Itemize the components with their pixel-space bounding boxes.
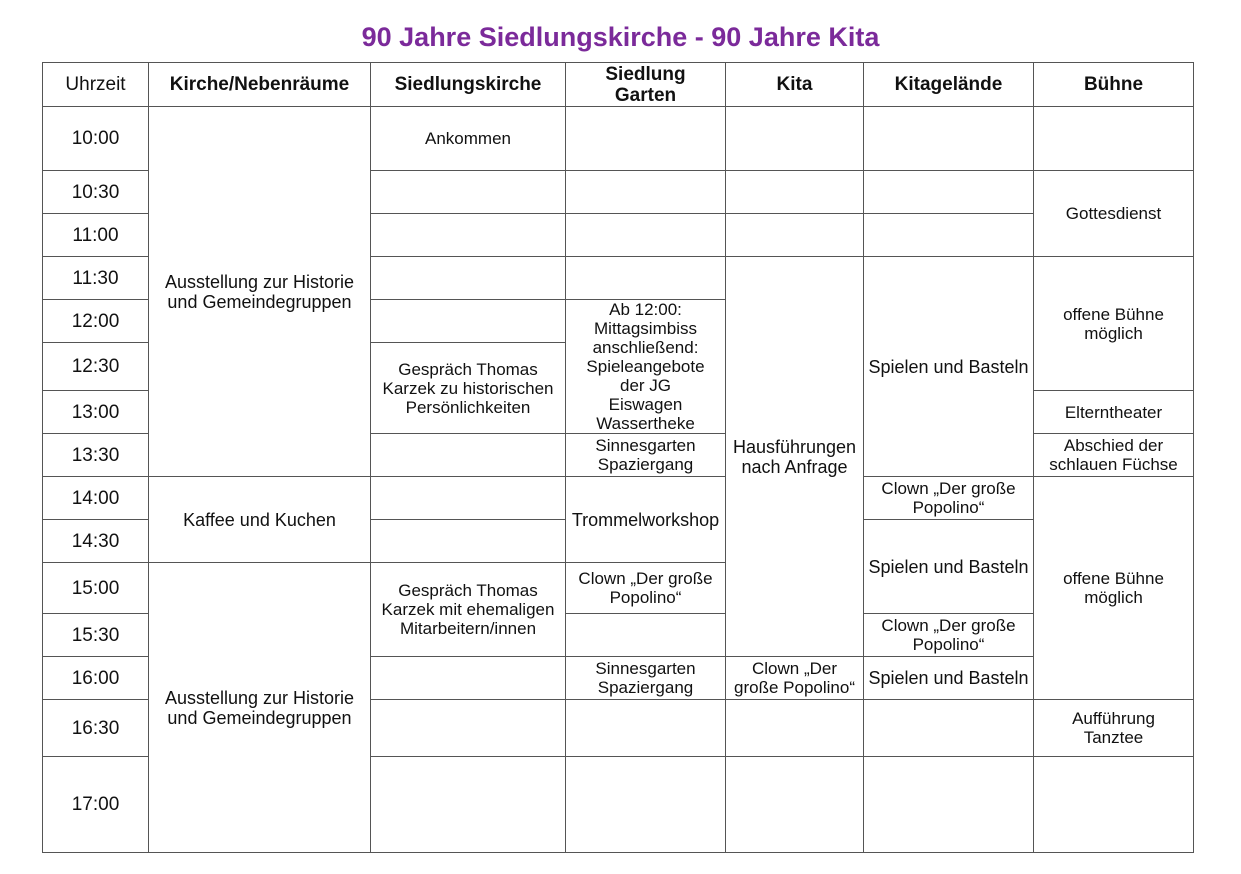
time-cell: 11:00 bbox=[43, 214, 149, 257]
cell-clown: Clown „Der große Popolino“ bbox=[864, 477, 1034, 520]
empty-cell bbox=[726, 757, 864, 853]
empty-cell bbox=[566, 614, 726, 657]
time-cell: 12:00 bbox=[43, 300, 149, 343]
time-cell: 10:00 bbox=[43, 107, 149, 171]
empty-cell bbox=[371, 700, 566, 757]
time-cell: 12:30 bbox=[43, 343, 149, 391]
time-cell: 17:00 bbox=[43, 757, 149, 853]
cell-gespraech-mitarbeiter: Gespräch Thomas Karzek mit ehemaligen Mitarbeitern/innen bbox=[371, 563, 566, 657]
cell-ankommen: Ankommen bbox=[371, 107, 566, 171]
empty-cell bbox=[726, 171, 864, 214]
cell-kaffee-kuchen: Kaffee und Kuchen bbox=[149, 477, 371, 563]
cell-clown: Clown „Der große Popolino“ bbox=[566, 563, 726, 614]
empty-cell bbox=[371, 300, 566, 343]
cell-kita-clown: Clown „Der große Popolino“ bbox=[726, 657, 864, 700]
empty-cell bbox=[864, 700, 1034, 757]
time-cell: 16:30 bbox=[43, 700, 149, 757]
cell-sinnesgarten: Sinnesgarten Spaziergang bbox=[566, 657, 726, 700]
cell-trommelworkshop: Trommelworkshop bbox=[566, 477, 726, 563]
empty-cell bbox=[566, 214, 726, 257]
cell-sinnesgarten: Sinnesgarten Spaziergang bbox=[566, 434, 726, 477]
empty-cell bbox=[371, 171, 566, 214]
cell-auffuehrung: Aufführung Tanztee bbox=[1034, 700, 1194, 757]
empty-cell bbox=[566, 257, 726, 300]
empty-cell bbox=[371, 657, 566, 700]
time-cell: 14:00 bbox=[43, 477, 149, 520]
empty-cell bbox=[371, 257, 566, 300]
time-cell: 13:30 bbox=[43, 434, 149, 477]
header-garten: Siedlung Garten bbox=[566, 63, 726, 107]
table-row bbox=[43, 477, 1194, 520]
cell-gespraech-historisch: Gespräch Thomas Karzek zu historischen Persönlichkeiten bbox=[371, 343, 566, 434]
cell-offene-buehne: offene Bühne möglich bbox=[1034, 477, 1194, 700]
schedule-table bbox=[42, 62, 1194, 853]
empty-cell bbox=[726, 700, 864, 757]
schedule-title: 90 Jahre Siedlungskirche - 90 Jahre Kita bbox=[361, 22, 880, 52]
empty-cell bbox=[864, 757, 1034, 853]
empty-cell bbox=[371, 214, 566, 257]
cell-offene-buehne: offene Bühne möglich bbox=[1034, 257, 1194, 391]
empty-cell bbox=[864, 107, 1034, 171]
empty-cell bbox=[1034, 107, 1194, 171]
empty-cell bbox=[864, 171, 1034, 214]
empty-cell bbox=[864, 214, 1034, 257]
header-time: Uhrzeit bbox=[43, 63, 149, 107]
cell-spielen-basteln: Spielen und Basteln bbox=[864, 257, 1034, 477]
empty-cell bbox=[566, 700, 726, 757]
time-cell: 10:30 bbox=[43, 171, 149, 214]
empty-cell bbox=[371, 477, 566, 520]
empty-cell bbox=[1034, 757, 1194, 853]
cell-kirche-ausstellung: Ausstellung zur Historie und Gemeindegruppen bbox=[149, 563, 371, 853]
time-cell: 11:30 bbox=[43, 257, 149, 300]
cell-clown: Clown „Der große Popolino“ bbox=[864, 614, 1034, 657]
time-cell: 15:30 bbox=[43, 614, 149, 657]
empty-cell bbox=[566, 757, 726, 853]
cell-hausfuehrungen: Hausführungen nach Anfrage bbox=[726, 257, 864, 657]
header-kita: Kita bbox=[726, 63, 864, 107]
cell-mittagsimbiss: Ab 12:00: Mittagsimbiss anschließend: Spieleangebote der JG Eiswagen Wassertheke bbox=[566, 300, 726, 434]
time-cell: 14:30 bbox=[43, 520, 149, 563]
time-cell: 13:00 bbox=[43, 391, 149, 434]
header-buehne: Bühne bbox=[1034, 63, 1194, 107]
empty-cell bbox=[726, 107, 864, 171]
time-cell: 15:00 bbox=[43, 563, 149, 614]
empty-cell bbox=[726, 214, 864, 257]
empty-cell bbox=[371, 520, 566, 563]
header-kitagelaende: Kitagelände bbox=[864, 63, 1034, 107]
time-cell: 16:00 bbox=[43, 657, 149, 700]
header-kirche: Kirche/Nebenräume bbox=[149, 63, 371, 107]
cell-gottesdienst: Gottesdienst bbox=[1034, 171, 1194, 257]
header-row bbox=[43, 63, 1194, 107]
cell-spielen-basteln: Spielen und Basteln bbox=[864, 657, 1034, 700]
table-row bbox=[43, 107, 1194, 171]
empty-cell bbox=[371, 434, 566, 477]
cell-abschied: Abschied der schlauen Füchse bbox=[1034, 434, 1194, 477]
header-siedlungskirche: Siedlungskirche bbox=[371, 63, 566, 107]
empty-cell bbox=[371, 757, 566, 853]
empty-cell bbox=[566, 107, 726, 171]
cell-kirche-ausstellung: Ausstellung zur Historie und Gemeindegruppen bbox=[149, 107, 371, 477]
cell-elterntheater: Elterntheater bbox=[1034, 391, 1194, 434]
empty-cell bbox=[566, 171, 726, 214]
cell-spielen-basteln: Spielen und Basteln bbox=[864, 520, 1034, 614]
